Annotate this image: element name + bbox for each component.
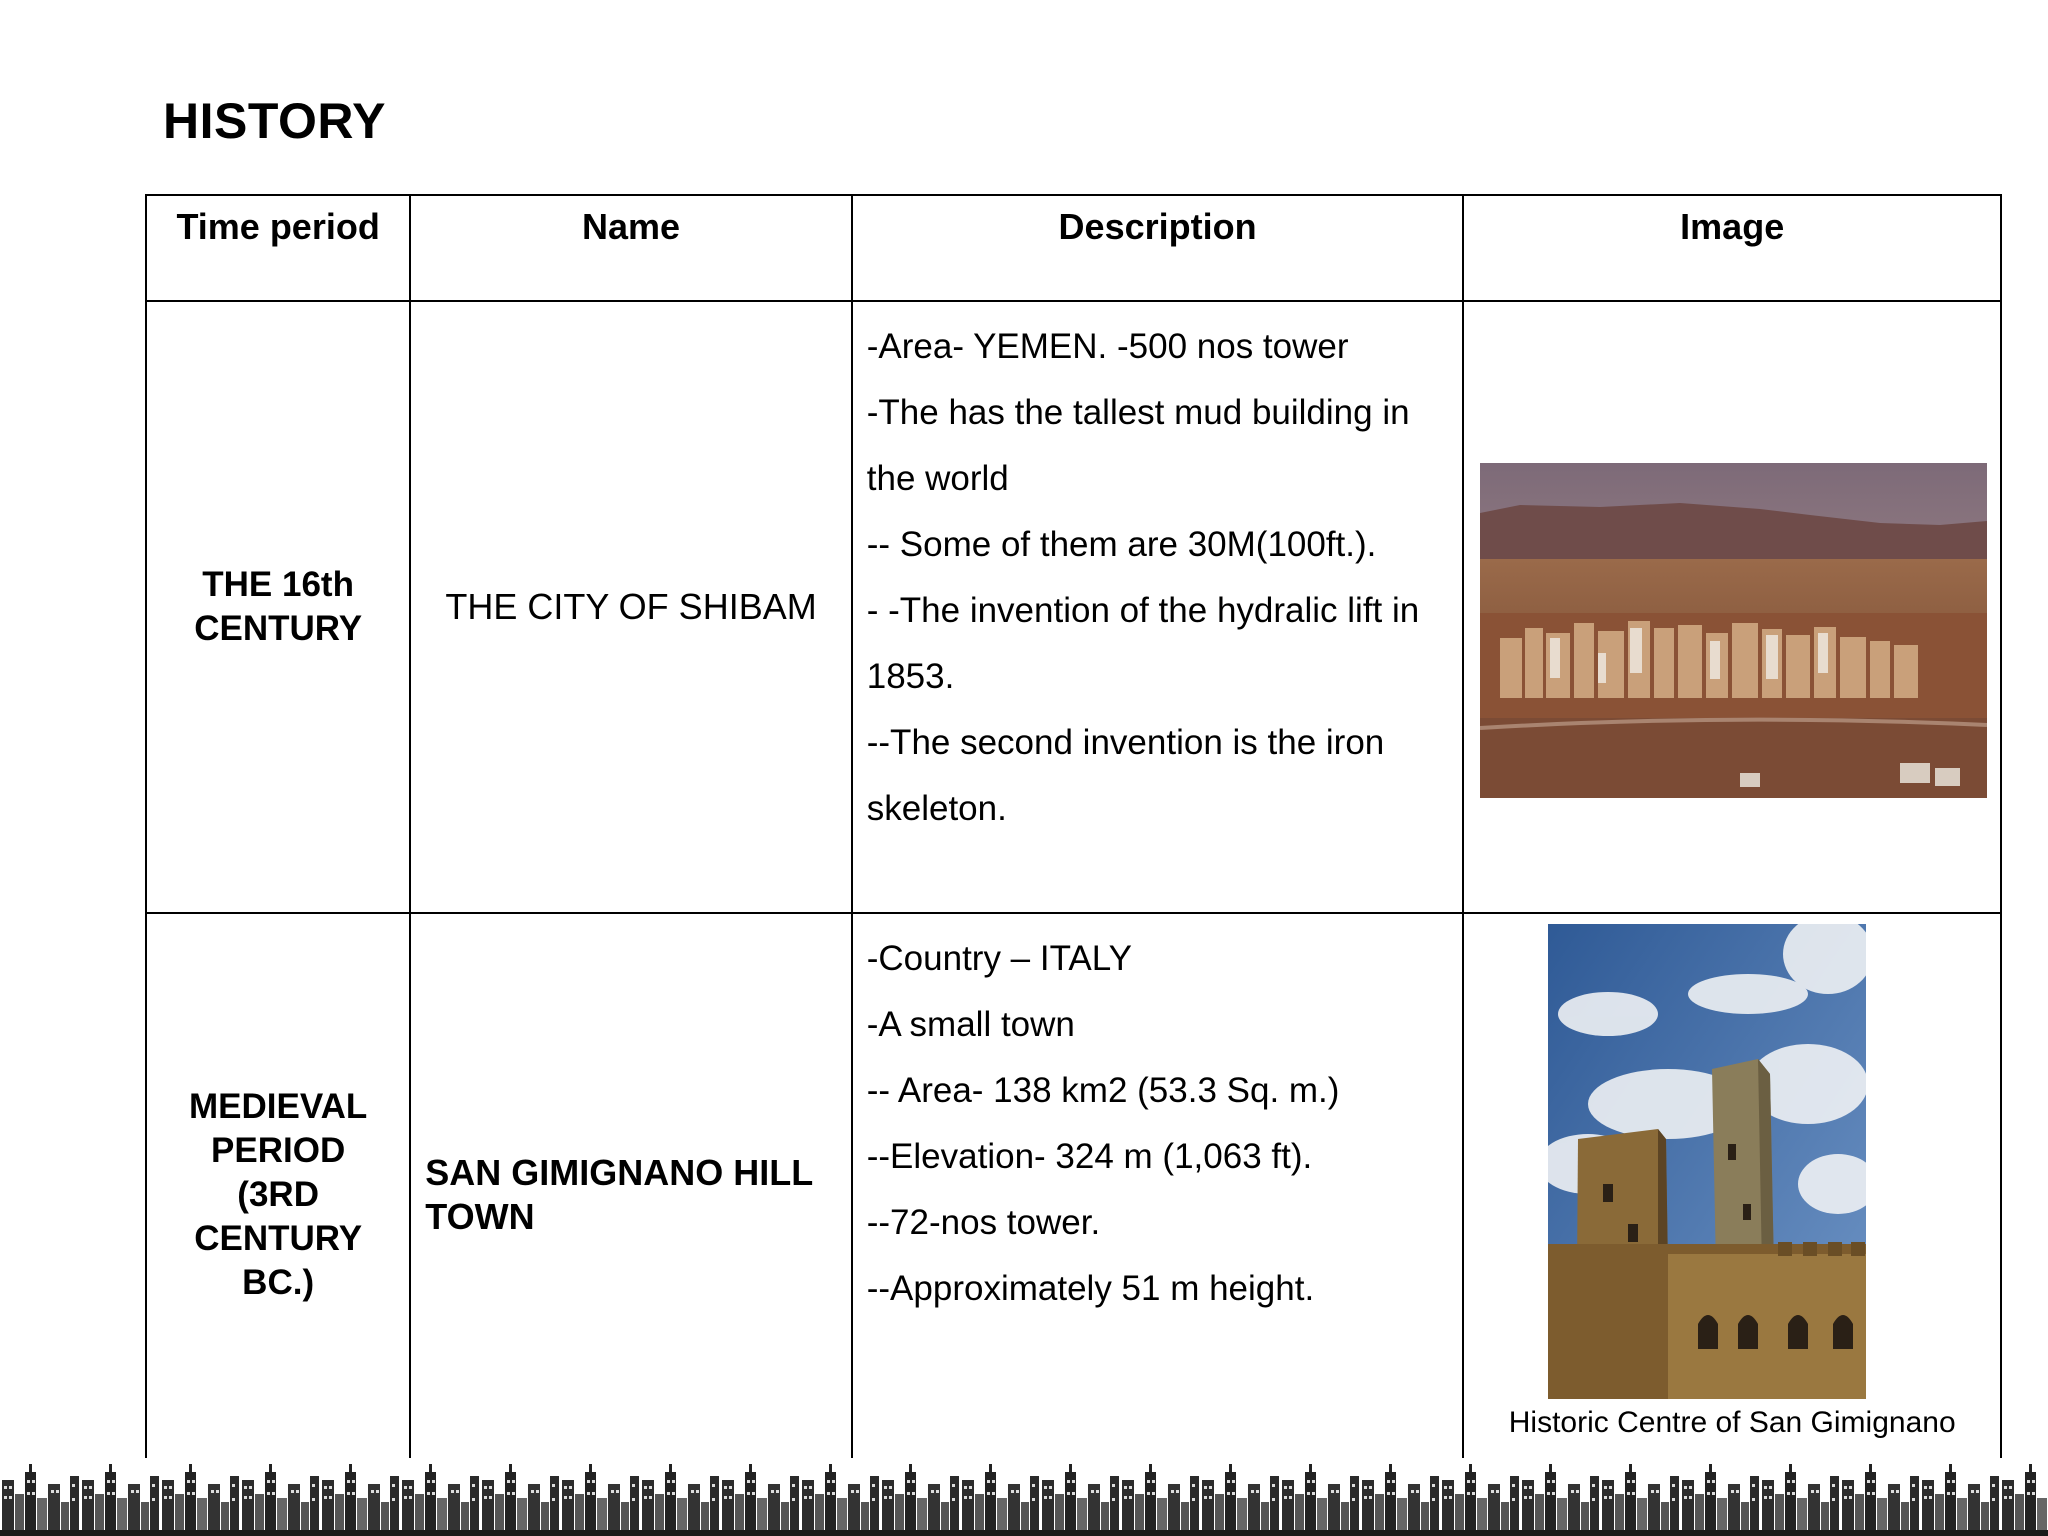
description-line: --Elevation- 324 m (1,063 ft). xyxy=(866,1137,1313,1176)
description-line: --The second invention is the iron skeleton. xyxy=(866,723,1385,828)
history-table xyxy=(145,194,2002,1478)
header-name: Name xyxy=(410,195,851,301)
page-title: HISTORY xyxy=(163,93,386,149)
header-description: Description xyxy=(852,195,1464,301)
time-period-cell: MEDIEVAL PERIOD (3RD CENTURY BC.) xyxy=(146,913,410,1477)
table-row xyxy=(146,913,2001,1477)
description-line: - -The invention of the hydralic lift in 1853. xyxy=(866,591,1420,696)
description-line: -Area- YEMEN. -500 nos tower xyxy=(866,327,1349,366)
image-cell xyxy=(1463,301,2001,913)
san-gimignano-towers-photo xyxy=(1548,924,1866,1399)
shibam-city-photo xyxy=(1480,463,1987,798)
description-line: -The has the tallest mud building in the world xyxy=(866,393,1410,498)
description-cell xyxy=(852,913,1464,1477)
name-cell: THE CITY OF SHIBAM xyxy=(410,301,851,913)
table-row xyxy=(146,301,2001,913)
image-caption: Historic Centre of San Gimignano xyxy=(1508,1406,1956,1439)
description-line: -Country – ITALY xyxy=(866,939,1132,978)
description-line: --Approximately 51 m height. xyxy=(866,1269,1315,1308)
header-image: Image xyxy=(1463,195,2001,301)
description-line: -- Some of them are 30M(100ft.). xyxy=(866,525,1377,564)
time-period-cell: THE 16th CENTURY xyxy=(146,301,410,913)
description-cell xyxy=(852,301,1464,913)
table-header-row xyxy=(146,195,2001,301)
image-cell xyxy=(1463,913,2001,1477)
name-cell: SAN GIMIGNANO HILL TOWN xyxy=(410,913,851,1477)
description-line: -- Area- 138 km2 (53.3 Sq. m.) xyxy=(866,1071,1340,1110)
header-time-period: Time period xyxy=(146,195,410,301)
description-line: --72-nos tower. xyxy=(866,1203,1101,1242)
city-skyline-border xyxy=(0,1458,2048,1536)
description-line: -A small town xyxy=(866,1005,1075,1044)
